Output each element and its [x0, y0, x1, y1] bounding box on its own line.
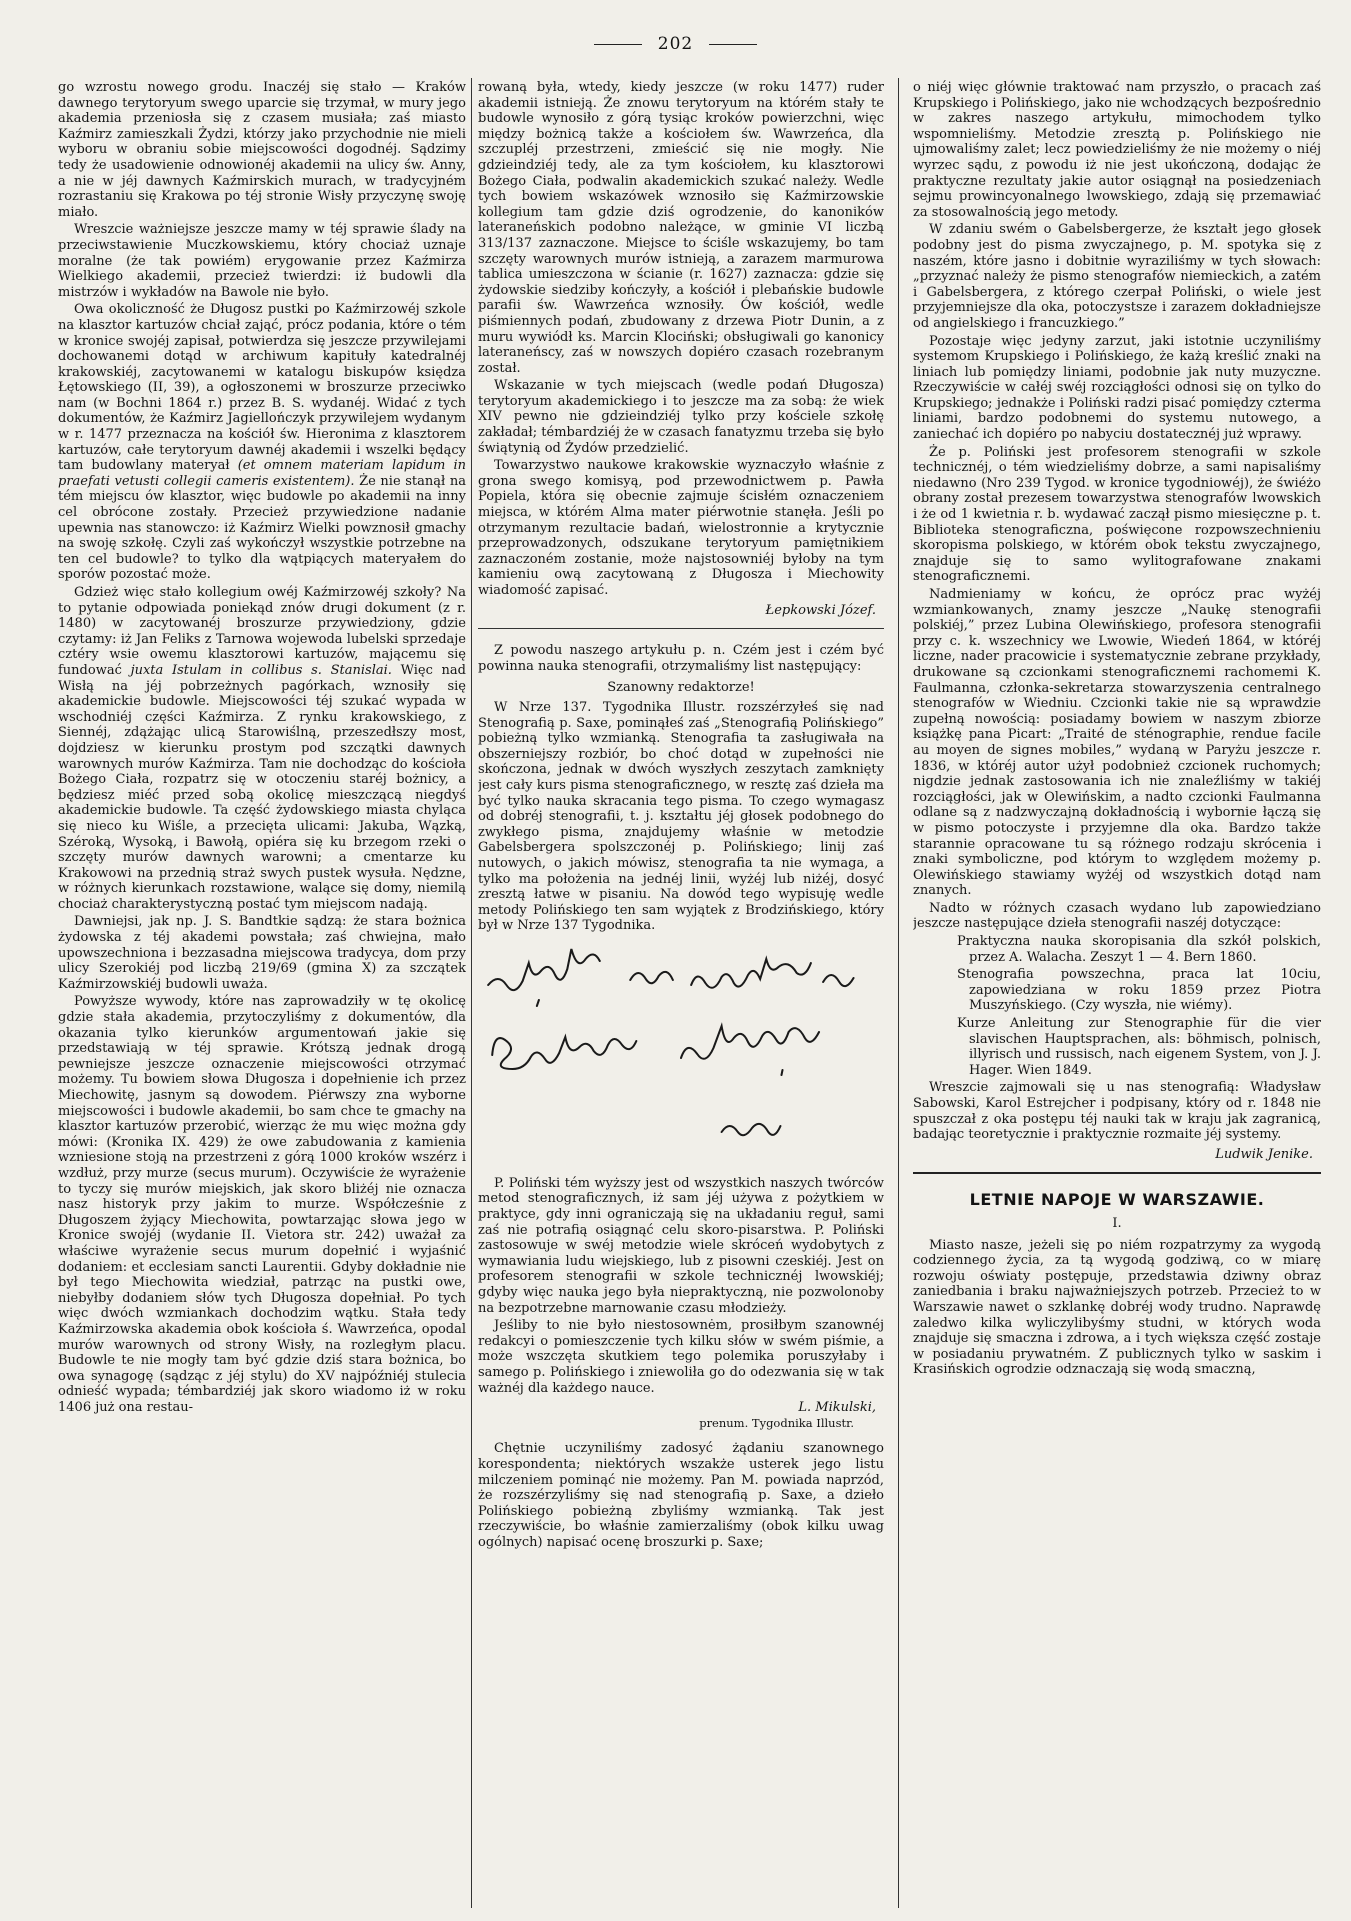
column-divider-1 [471, 78, 472, 1908]
bibliography-item: Stenografia powszechna, praca lat 10ciu, zapowiedziana w roku 1859 przez Piotra Muszyńskiego. (Czy wyszła, nie wiémy). [957, 967, 1321, 1014]
paragraph: o niéj więc głównie traktować nam przyszło, o pracach zaś Krupskiego i Polińskiego, jako nie wchodzących bezpośrednio w zakres naszego artykułu, mimochodem tylko wspomnieliśmy. Metodzie zresztą p. Polińskiego nie ujmowaliśmy zalet; lecz powiedzieliśmy że nie możemy o niéj wyrzec sądu, z powodu iż nie jest ukończoną, dodając że praktyczne rezultaty jakie autor osiągnął na posiedzeniach sejmu prowincyonalnego lwowskiego, zdają się przemawiać za stosowalnością jego metody. [913, 80, 1321, 220]
paragraph: Dawniejsi, jak np. J. S. Bandtkie sądzą: że stara bożnica żydowska z téj akademi powstała; zaś chwiejna, mało upowszechniona i bezzasadna miejscowa tradycya, dom przy ulicy Szerokiéj pod liczbą 219/69 (gmina X) za szczątek Kaźmirzowskiéj budowli uważa. [58, 914, 466, 992]
paragraph: go wzrostu nowego grodu. Inaczéj się stało — Kraków dawnego terytoryum swego uparcie się trzymał, w mury jego akademia przeniosła się z czasem musiała; zaś miasto Kaźmirz zamieszkali Żydzi, którzy jako przychodnie nie mieli wyboru w obraniu sobie miejscowości dogodnéj. Sądzimy tedy że usadowienie odnowionéj akademii na ulicy św. Anny, a nie w jéj dawnych Kaźmirskich murach, w tradycyjném rozrastaniu się Krakowa po téj stronie Wisły przyczynę swoję miało. [58, 80, 466, 220]
paragraph: rowaną była, wtedy, kiedy jeszcze (w roku 1477) ruder akademii istnieją. Że znowu terytoryum na którém stały te budowle wynosiło z górą tysiąc kroków powierzchni, więc między bożnicą także a kościołem św. Wawrzeńca, dla szczupléj przestrzeni, zmieścić się nie mogły. Nie gdzieindziéj tedy, ale za tym kościołem, ku klasztorowi Bożego Ciała, podwalin akademickich szukać należy. Wedle tych bowiem wskazówek wznosiło się Kaźmirzowskie kollegium tam gdzie dziś ogrodzenie, do kanoników lateraneńskich podobno należące, w gminie VI liczbą 313/137 zaznaczone. Miejsce to ściśle wskazujemy, bo tam szczęty warownych murów istnieją, a zarazem marmurowa tablica umieszczona w ścianie (r. 1627) zaznacza: gdzie się żydowskie siedziby kończyły, a kościół i plebańskie budowle parafii św. Wawrzeńca wznosiły. Ów kościół, wedle piśmiennych podań, zbudowany z drzewa Piotr Dunin, a z muru wywiódł ks. Marcin Klociński; obsługiwali go kanonicy lateraneńscy, zaś w nowszych dopiéro czasach rozebranym został. [478, 80, 884, 376]
bibliography-list [913, 934, 1321, 1078]
author-signature: Łepkowski Józef. [765, 602, 876, 618]
author-signature: Ludwik Jenike. [1215, 1146, 1313, 1162]
paragraph: Jeśliby to nie było niestosownėm, prosiłbym szanownéj redakcyi o pomieszczenie tych kilku słów w swém piśmie, a może wszczęta skutkiem tego polemika poruszyłaby i samego p. Polińskiego i zniewoliła go do odezwania się w tak ważnéj dla każdego nauce. [478, 1318, 884, 1396]
header-rule-left [594, 44, 642, 45]
latin-quote: juxta Istulam in collibus s. Stanislai. [130, 662, 392, 678]
letter-signature: L. Mikulski, [798, 1400, 876, 1416]
paragraph: Nadmieniamy w końcu, że oprócz prac wyżéj wzmiankowanych, znamy jeszcze „Naukę stenografii polskiéj,” przez Lubina Olewińskiego, profesora stenografii przy c. k. wszechnicy we Lwowie, Wiedeń 1864, w któréj liczne, nader pracowicie i systematycznie zebrane przykłady, drukowane są czcionkami stenograficznemi rachomemi K. Faulmanna, członka-sekretarza stowarzyszenia centralnego stenografów w Wiedniu. Czcionki takie nie są wprawdzie zupełną nowością: posiadamy bowiem w naszym zbiorze książkę pana Picart: „Traité de sténographie, rendue facile au moyen de signes mobiles,” wydaną w Paryżu jeszcze r. 1836, w któréj autor użył podobnież czcionek ruchomych; nigdzie jednak zastosowania ich nie znaleźliśmy w takiéj rozciągłości, jak w Olewińskim, a nadto czcionki Faulmanna odlane są z nadzwyczajną dokładnością i wybornie łączą się w pismo potoczyste i przyjemne dla oka. Bardzo także starannie opracowane tu są różnego rodzaju skrócenia i znaki symboliczne, pod którym to względem możemy p. Olewińskiego stawiamy wyżéj od wszystkich dotąd nam znanych. [913, 587, 1321, 899]
text-run: Że nie stanął na tém miejscu ów klasztor, więc budowle po akademii na inny cel obrócone zostały. Przecież przywiedzione nadanie upewnia nas stanowczo: iż Kaźmirz Wielki powznosił gmachy na swoję szkołę. Czyli zaś wykończył wszystkie potrzebne na ten cel budowle? to tylko dla wątpiących materyałem do sporów pozostać może. [58, 473, 466, 583]
paragraph: Wreszcie zajmowali się u nas stenografią: Władysław Sabowski, Karol Estrejcher i podpisany, który od r. 1848 nie spuszczał z oka postępu téj nauki tak w kraju jak zagranicą, badając teoretycznie i praktycznie rozmaite jéj systemy. [913, 1080, 1321, 1143]
paragraph: P. Poliński tém wyższy jest od wszystkich naszych twórców metod stenograficznych, iż sam jéj używa z pożytkiem w praktyce, gdy inni ograniczają się na układaniu reguł, sami zaś nie potrafią osiągnąć celu skoro-pisarstwa. P. Poliński zastosowuje w swéj metodzie wiele skróceń wydobytych z wymawiania ludu wiejskiego, lub z pisowni czeskiéj. Jest on profesorem stenografii w szkole technicznéj lwowskiéj; gdyby więc nauka jego była niepraktyczną, nie pozwolonoby na bezpotrzebne marnowanie czasu młodzieży. [478, 1175, 884, 1316]
column-3 [913, 80, 1321, 1910]
bibliography-item: Praktyczna nauka skoropisania dla szkół polskich, przez A. Walacha. Zeszyt 1 — 4. Bern 1860. [957, 934, 1321, 965]
paragraph: Wskazanie w tych miejscach (wedle podań Długosza) terytoryum akademickiego i to jeszcze ma za sobą: że wiek XIV pewno nie gdzieindziéj tylko przy kościele szkołę zakładał; témbardziéj że w czasach fanatyzmu trzeba się było świątynią od Żydów przedzielić. [478, 378, 884, 456]
stenography-sample [478, 940, 884, 1170]
article-heading: LETNIE NAPOJE W WARSZAWIE. [969, 1190, 1265, 1210]
paragraph: W Nrze 137. Tygodnika Illustr. rozszérzyłeś się nad Stenografią p. Saxe, pominąłeś zaś „Stenografią Polińskiego” pobieżną tylko wzmianką. Stenografia ta zasługiwała na obszerniejszy rozbiór, bo choć dotąd w zupełności nie skończona, jednak w dwóch wyszłych zeszytach zamknięty jest cały kurs pisma stenograficznego, w resztę zaś dzieła ma być tylko nauka skracania tego pisma. To czego wymagasz od dobréj stenografii, t. j. kształtu jéj głosek podobnego do zwykłego pisma, znajdujemy właśnie w metodzie Gabelsbergera spolszczonéj p. Polińskiego; linij zaś nutowych, o jakich mówisz, stenografia ta nie wymaga, a tylko ma położenia na jednéj linii, wyżéj lub niżéj, dosyć zresztą łatwe w pisaniu. Na dowód tego wypisuję wedle metody Polińskiego ten sam wyjątek z Brodzińskiego, który był w Nrze 137 Tygodnika. [478, 699, 884, 934]
page-header [0, 34, 1351, 54]
section-number: I. [1112, 1215, 1122, 1231]
letter-signature-note: prenum. Tygodnika Illustr. [699, 1415, 854, 1430]
column-divider-2 [898, 78, 899, 1908]
paragraph [58, 585, 466, 912]
page-number: 202 [657, 34, 694, 54]
column-1 [58, 80, 466, 1910]
paragraph: Miasto nasze, jeżeli się po niém rozpatrzymy za wygodą codziennego życia, za tą wygodą godziwą, co w miarę rozwoju oświaty postępuje, przedstawia dziwny obraz zaniedbania i braku najważniejszych potrzeb. Przecież to w Warszawie nawet o szklankę dobréj wody trudno. Naprawdę zaledwo kilka wyliczylibyśmy studni, w których woda znajduje się smaczna i zdrowa, a i tych większa część zostaje w posiadaniu prywatném. Z publicznych tylko w saskim i Krasińskich ogrodzie odznaczają się wodą smaczną, [913, 1237, 1321, 1378]
paragraph: Że p. Poliński jest profesorem stenografii w szkole technicznéj, o tém wiedzieliśmy dobrze, a sami napisaliśmy niedawno (Nro 239 Tygod. w kronice tygodniowéj), że świéżo obrany został prezesem towarzystwa stenografów lwowskich i że od 1 kwietnia r. b. wydawać zaczął pismo miesięczne p. t. Biblioteka stenograficzna, poświęcone rozpowszechnieniu skoropisma polskiego, w którém obok tekstu zwyczajnego, znajduje się to samo wylitografowane znakami stenograficznemi. [913, 444, 1321, 585]
letter-intro: Z powodu naszego artykułu p. n. Czém jest i czém być powinna nauka stenografii, otrzymaliśmy list następujący: [478, 643, 884, 674]
bibliography-item: Kurze Anleitung zur Stenographie für die vier slavischen Hauptsprachen, als: böhmisch, polnisch, illyrisch und russisch, nach eigenem System, von J. J. Hager. Wien 1849. [957, 1016, 1321, 1078]
text-run: Owa okoliczność że Długosz pustki po Kaźmirzowéj szkole na klasztor kartuzów chciał zająć, prócz podania, które o tém w kronice swojéj zapisał, potwierdza się jeszcze przywilejami dochowanemi dotąd w archiwum kapituły katedralnéj krakowskiéj, zacytowanemi w katalogu biskupów księdza Łętowskiego (II, 39), a ogłoszonemi w broszurze przeciwko nam (w Bochni 1864 r.) przez B. S. wydanéj. Widać z tych dokumentów, że Kaźmirz Jagiellończyk przywilejem wydanym w r. 1477 przeznacza na kościół św. Hieronima z klasztorem kartuzów, całe terytoryum dawnéj akademii i wszelki będący tam budowlany materyał [58, 302, 466, 474]
paragraph: Towarzystwo naukowe krakowskie wyznaczyło właśnie z grona swego komisyą, pod przewodnictwem p. Pawła Popiela, która się obecnie zajmuje ścisłém oznaczeniem miejsca, w którém Alma mater piérwotnie stanęła. Jeśli po otrzymanym rezultacie badań, wielostronnie a krytycznie przeprowadzonych, odszukane terytoryum pamiętnikiem zaznaczoném zostanie, może najstosowniéj byłoby na tym kamieniu ową zacytowaną z Długosza i Miechowity wiadomość zapisać. [478, 458, 884, 598]
article-separator [913, 1172, 1321, 1174]
letter-greeting: Szanowny redaktorze! [607, 680, 755, 696]
paragraph: Wreszcie ważniejsze jeszcze mamy w téj sprawie ślady na przeciwstawienie Muczkowskiemu, który chociaż uznaje moralne (że tak powiém) erygowanie przez Kaźmirza Wielkiego akademii, przecież twierdzi: iż budowli dla mistrzów i wykładów na Bawole nie było. [58, 222, 466, 300]
paragraph: Chętnie uczyniliśmy zadosyć żądaniu szanownego korespondenta; niektórych wszakże usterek jego listu milczeniem pominąć nie możemy. Pan M. powiada naprzód, że rozszérzyliśmy się nad stenografią p. Saxe, a dzieło Polińskiego pobieżną zbyliśmy wzmianką. Tak jest rzeczywiście, bo właśnie zamierzaliśmy (obok kilku uwag ogólnych) napisać ocenę broszurki p. Saxe; [478, 1441, 884, 1550]
paragraph: Pozostaje więc jedyny zarzut, jaki istotnie uczyniliśmy systemom Krupskiego i Polińskiego, że każą kreślić znaki na liniach lub pomiędzy liniami, podobnie jak nuty muzyczne. Rzeczywiście w całéj swéj rozciągłości odnosi się on tylko do Krupskiego; jednakże i Poliński radzi pisać pomiędzy czterma liniami, bardzo podobnemi do systemu nutowego, a zaniechać ich dopiéro po nabyciu dostatecznéj już wprawy. [913, 333, 1321, 443]
header-rule-right [709, 44, 757, 45]
text-run: Więc nad Wisłą na jéj pobrzeżnych pagórkach, wznosiły się akademickie budowle. Miejscowości téj szukać wypada w wschodniéj części Kaźmirza. Z rynku krakowskiego, z Siennéj, zdążając ulicą Starowiślną, przeszedłszy most, dojdziesz w kierunku prostym pod szczątki dawnych warownych murów Kaźmirza. Tam nie dochodząc do kościoła Bożego Ciała, rozpatrz się w otoczeniu staréj bożnicy, a będziesz miéć przed sobą okolicę mieszczącą niegdyś akademickie budowle. Ta część żydowskiego miasta chyląca się nieco ku Wiśle, a przecięta ulicami: Jakuba, Wązką, Széroką, Wysoką, i Bawołą, opiéra się ku brzegom rzeki o szczęty murów dawnych warowni; a cmentarze ku Krakowowi na przednią straż swych pustek wysuła. Nędzne, w różnych kierunkach rozstawione, walące się domy, niemilą chociaż charakterystyczną postać tym miejscom nadają. [58, 662, 466, 912]
paragraph: Nadto w różnych czasach wydano lub zapowiedziano jeszcze następujące dzieła stenografii naszéj dotyczące: [913, 900, 1321, 932]
article-separator [478, 628, 884, 629]
paragraph [58, 302, 466, 583]
stenography-sample-graphic [478, 940, 884, 1170]
column-2 [478, 80, 884, 1910]
paragraph: Powyższe wywody, które nas zaprowadziły w tę okolicę gdzie stała akademia, przytoczyliśmy z dokumentów, dla okazania tylko kierunków argumentowań jakie się przedstawiają w téj sprawie. Krótszą jednak drogą pewniejsze jeszcze oznaczenie miejscowości otrzymać możemy. Tu bowiem słowa Długosza i dopełnienie ich przez Miechowitę, jasnym są dowodem. Piérwszy zna wyborne miejscowości i budowle akademii, bo sam chce te gmachy na klasztor kartuzów przerobić, wierząc że mu więc można gdy mówi: (Kronika IX. 429) że owe zabudowania z kamienia wzniesione stoją na przestrzeni z górą 1000 kroków wszérz i wzdłuż, przy murze (secus murum). Oczywiście że wyrażenie to tyczy się murów miejskich, jak skoro bliżéj nie oznacza nasz historyk przy jakim to murze. Współcześnie z Długoszem żyjący Miechowita, powtarzając słowa jego w Kronice swojéj (wydanie II. Vietora str. 242) uważał za właściwe wyrażenie secus murum dopełnić i wyjaśnić dodaniem: et ecclesiam sancti Laurentii. Gdyby dokładnie nie był tego Miechowita wiedział, patrząc na pustki owe, niebyłby dodaniem słów tych Długosza dopełniał. Po tych więc dwóch wzmiankach dochodzim wątku. Stała tedy Kaźmirzowska akademia obok kościoła ś. Wawrzeńca, opodal murów warownych od strony Wisły, na rozległym placu. Budowle te nie mogły tam być gdzie dziś stara bożnica, bo owa synagogę (sądząc z jéj stylu) do XV najpóźniéj stulecia odnieść wypada; témbardziéj jak skoro wiadomo iż w roku 1406 już ona restau- [58, 994, 466, 1415]
text-run: Gdzież więc stało kollegium owéj Kaźmirzowéj szkoły? Na to pytanie odpowiada poniekąd znów drugi dokument (z r. 1480) w zacytowanéj broszurze przywiedziony, gdzie czytamy: iż Jan Feliks z Tarnowa wojewoda lubelski sprzedaje cztéry wsie owemu klasztorowi kartuzów, mającemu się fundować [58, 585, 466, 678]
latin-quote: (et omnem materiam lapidum in praefati vetusti collegii cameris existentem). [58, 458, 466, 489]
paragraph: W zdaniu swém o Gabelsbergerze, że kształt jego głosek podobny jest do pisma zwyczajnego, p. M. spotyka się z naszém, które jasno i dobitnie wyraziliśmy w tych słowach: „przyznać należy że pismo stenografów niemieckich, a zatém i Gabelsbergera, z którego czerpał Poliński, o wiele jest przyjemniejsze dla oka, potoczystsze i zarazem dokładniejsze od angielskiego i francuzkiego.” [913, 222, 1321, 331]
